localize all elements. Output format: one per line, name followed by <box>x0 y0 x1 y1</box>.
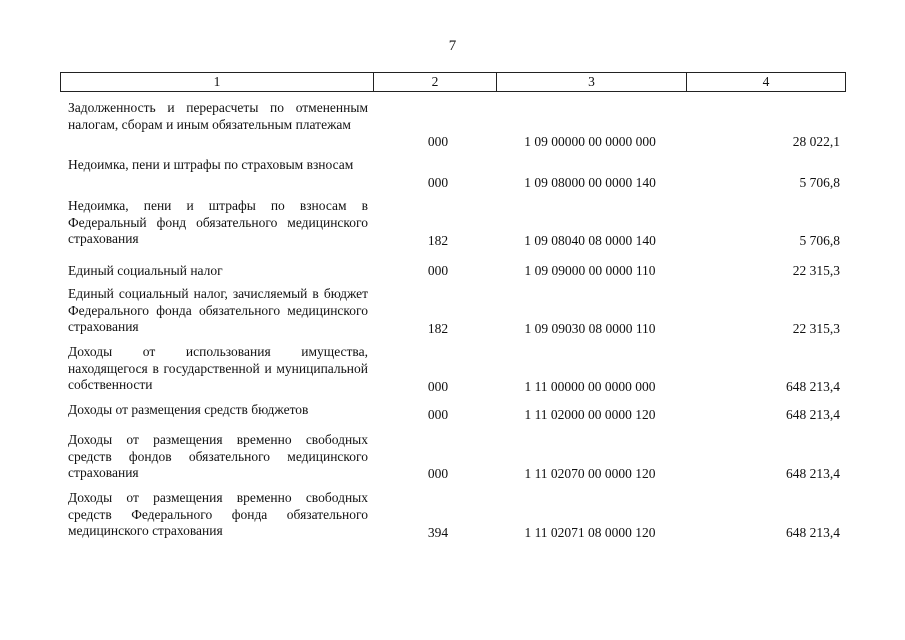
row-amount: 648 213,4 <box>786 379 840 394</box>
row-code: 000 <box>427 134 449 149</box>
row-code: 000 <box>427 263 449 278</box>
row-amount: 648 213,4 <box>786 466 840 481</box>
row-amount: 648 213,4 <box>786 525 840 540</box>
row-amount: 22 315,3 <box>792 321 840 336</box>
row-name: Единый социальный налог, зачисляемый в бюджет Федерального фонда обязательного медицинского страхования <box>68 286 368 334</box>
row-amount: 648 213,4 <box>786 407 840 422</box>
row-code: 182 <box>427 321 449 336</box>
row-amount: 28 022,1 <box>792 134 840 149</box>
row-kbk: 1 09 00000 00 0000 000 <box>524 134 656 149</box>
row-kbk: 1 09 08040 08 0000 140 <box>524 233 656 248</box>
table-header <box>60 72 846 92</box>
row-code: 000 <box>427 407 449 422</box>
row-kbk: 1 11 00000 00 0000 000 <box>524 379 656 394</box>
row-name: Доходы от использования имущества, находящегося в государственной и муниципальной собственности <box>68 344 368 392</box>
row-kbk: 1 09 09030 08 0000 110 <box>524 321 656 336</box>
row-code: 000 <box>427 379 449 394</box>
header-col-2: 2 <box>374 73 497 91</box>
row-kbk: 1 11 02071 08 0000 120 <box>524 525 656 540</box>
row-kbk: 1 11 02000 00 0000 120 <box>524 407 656 422</box>
row-code: 182 <box>427 233 449 248</box>
row-name: Задолженность и перерасчеты по отмененным налогам, сборам и иным обязательным платежам <box>68 100 368 132</box>
row-kbk: 1 09 09000 00 0000 110 <box>524 263 656 278</box>
row-kbk: 1 11 02070 00 0000 120 <box>524 466 656 481</box>
row-code: 000 <box>427 175 449 190</box>
row-name: Недоимка, пени и штрафы по взносам в Федеральный фонд обязательного медицинского страхования <box>68 198 368 246</box>
header-col-4: 4 <box>762 74 770 89</box>
row-amount: 22 315,3 <box>792 263 840 278</box>
header-col-1: 1 <box>61 73 374 91</box>
row-code: 394 <box>427 525 449 540</box>
row-code: 000 <box>427 466 449 481</box>
row-kbk: 1 09 08000 00 0000 140 <box>524 175 656 190</box>
row-name: Недоимка, пени и штрафы по страховым взносам <box>68 157 354 172</box>
row-name: Доходы от размещения средств бюджетов <box>68 402 309 417</box>
header-col-3: 3 <box>497 73 687 91</box>
row-name: Единый социальный налог <box>68 263 223 278</box>
row-name: Доходы от размещения временно свободных средств фондов обязательного медицинского страхования <box>68 432 368 480</box>
page-number: 7 <box>448 38 457 54</box>
row-name: Доходы от размещения временно свободных средств Федерального фонда обязательного медицинского страхования <box>68 490 368 538</box>
row-amount: 5 706,8 <box>799 175 840 190</box>
row-amount: 5 706,8 <box>799 233 840 248</box>
